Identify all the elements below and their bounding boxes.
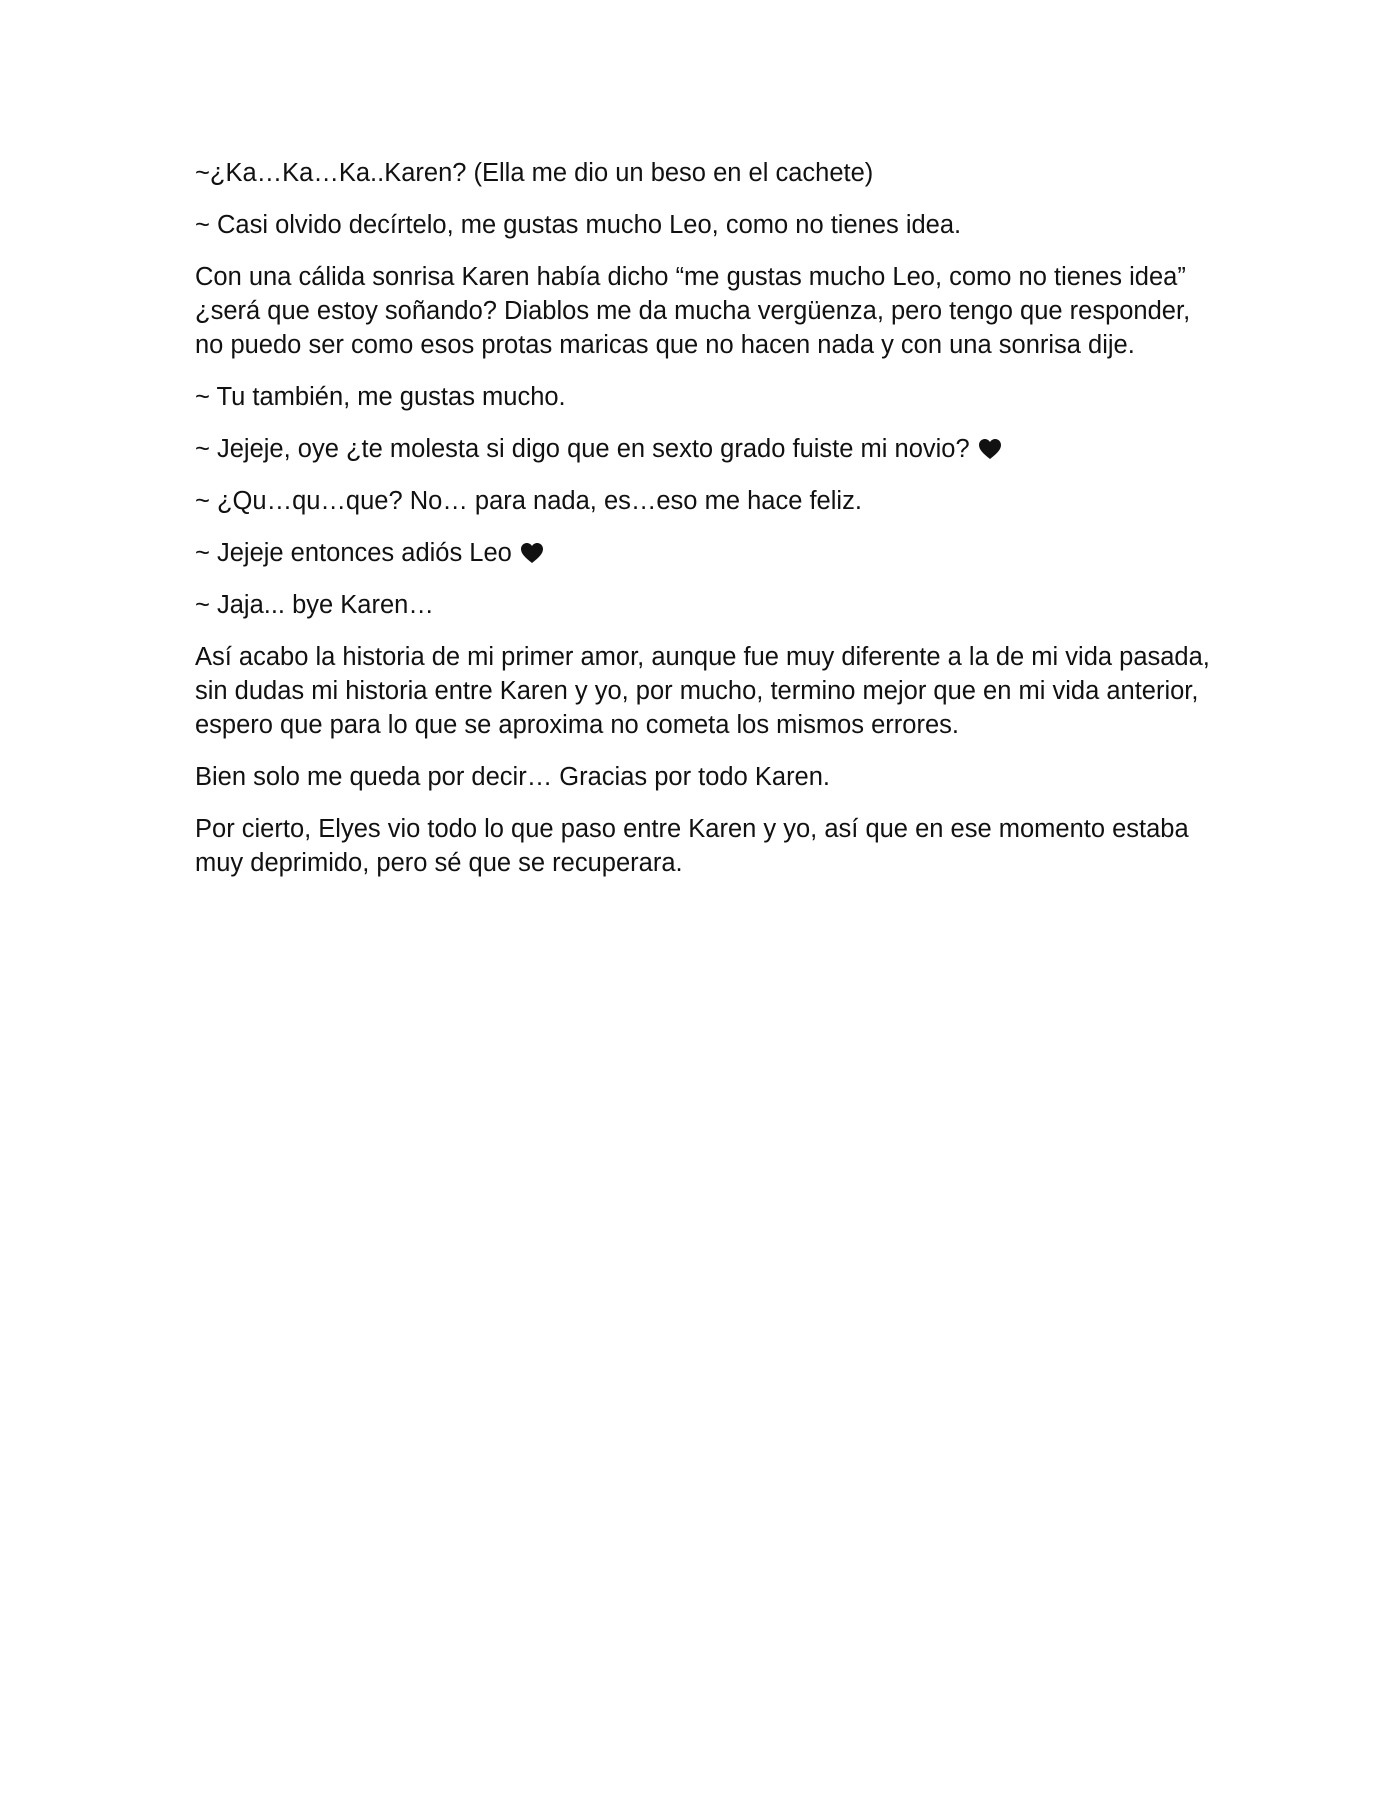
paragraph-8: ~ Jaja... bye Karen… <box>195 591 434 619</box>
paragraph-2: ~ Casi olvido decírtelo, me gustas mucho Leo, como no tienes idea. <box>195 211 962 239</box>
paragraph-1: ~¿Ka…Ka…Ka..Karen? (Ella me dio un beso en el cachete) <box>195 159 874 187</box>
paragraph-11: Por cierto, Elyes vio todo lo que paso entre Karen y yo, así que en ese momento estaba muy deprimido, pero sé que se recuperara. <box>195 815 1189 877</box>
paragraph-7 <box>195 536 1225 570</box>
paragraph-10: Bien solo me queda por decir… Gracias por todo Karen. <box>195 763 831 791</box>
paragraph-3: Con una cálida sonrisa Karen había dicho “me gustas mucho Leo, como no tienes idea” ¿será que estoy soñando? Diablos me da mucha vergüenza, pero tengo que responder, no puedo ser como esos protas maricas que no hacen nada y con una sonrisa dije. <box>195 263 1191 359</box>
document-body <box>195 156 1225 898</box>
paragraph-6: ~ ¿Qu…qu…que? No… para nada, es…eso me hace feliz. <box>195 487 862 515</box>
paragraph-5-text: ~ Jejeje, oye ¿te molesta si digo que en sexto grado fuiste mi novio? <box>195 435 970 463</box>
paragraph-9: Así acabo la historia de mi primer amor, aunque fue muy diferente a la de mi vida pasada, sin dudas mi historia entre Karen y yo, por mucho, termino mejor que en mi vida anterior, espero que para lo que se aproxima no cometa los mismos errores. <box>195 643 1210 739</box>
heart-icon <box>978 438 1002 460</box>
paragraph-4: ~ Tu también, me gustas mucho. <box>195 383 566 411</box>
heart-icon <box>520 542 544 564</box>
paragraph-5 <box>195 432 1225 466</box>
paragraph-7-text: ~ Jejeje entonces adiós Leo <box>195 539 512 567</box>
